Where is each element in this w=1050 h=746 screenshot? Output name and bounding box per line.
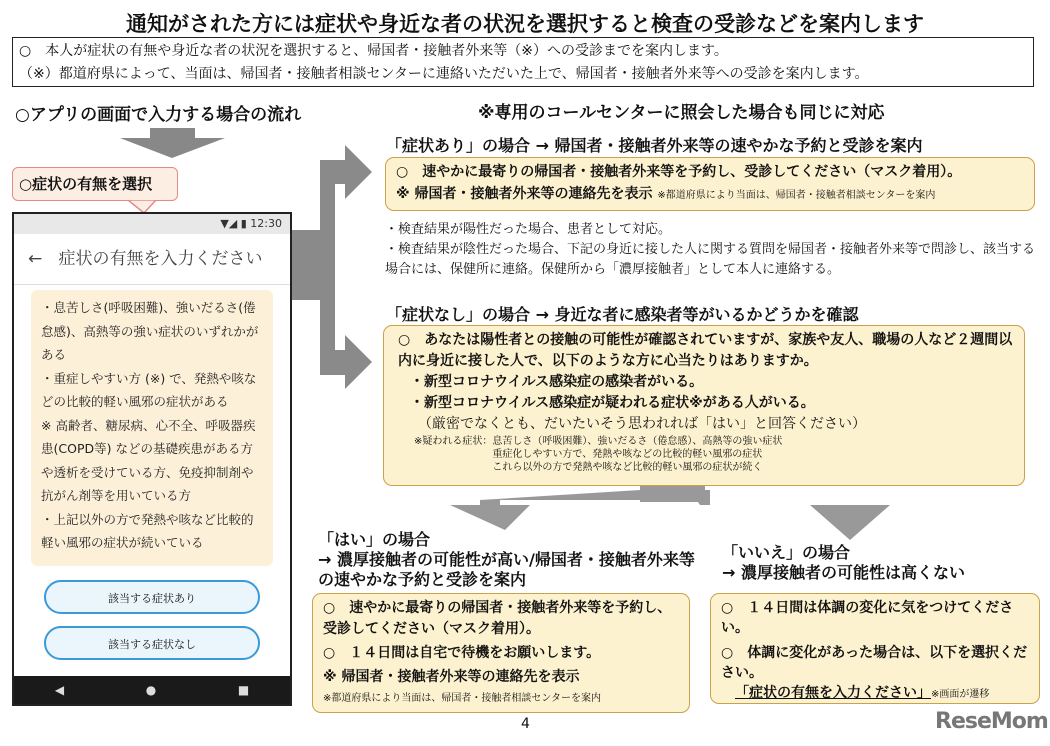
arrow-down-no-icon bbox=[690, 490, 890, 540]
symptoms-no-question: ○ あなたは陽性者との接触の可能性が確認されていますが、家族や友人、職場の人など２週間以内に身近に接した人で、以下のような方に心当たりはありますか。 bbox=[398, 332, 1013, 369]
recent-apps-icon[interactable]: ■ bbox=[237, 683, 250, 697]
symptom-item: ・息苦しさ(呼吸困難)、強いだるさ(倦怠感)、高熱等の強い症状のいずれかがある bbox=[41, 300, 259, 362]
has-symptoms-button[interactable]: 該当する症状あり bbox=[44, 580, 260, 614]
symptoms-no-bullet: ・新型コロナウイルス感染症が疑われる症状※がある人がいる。 bbox=[410, 395, 815, 411]
symptom-item: ・上記以外の方で発熱や咳など比較的軽い風邪の症状が続いている bbox=[41, 511, 254, 550]
symptom-item: ・重症しやすい方 (※) で、発熱や咳などの比較的軽い風邪の症状がある bbox=[41, 370, 257, 409]
right-heading: ※専用のコールセンターに照会した場合も同じに対応 bbox=[478, 103, 885, 123]
intro-line-2: （※）都道府県によって、当面は、帰国者・接触者相談センターに連絡いただいた上で、帰国者・接触者外来等への受診を案内します。 bbox=[19, 66, 869, 82]
symptom-note: 息苦しさ（呼吸困難）、強いだるさ（倦怠感）、高熱等の強い症状 bbox=[492, 436, 783, 447]
app-header-title: 症状の有無を入力ください bbox=[58, 249, 263, 269]
symptoms-yes-line2: ※ 帰国者・接触者外来等の連絡先を表示 bbox=[396, 186, 653, 202]
no-symptoms-button[interactable]: 該当する症状なし bbox=[44, 626, 260, 660]
symptom-item: ※ 高齢者、糖尿病、心不全、呼吸器疾患(COPD等) などの基礎疾患がある方や透析を受けている方、免疫抑制剤や抗がん剤等を用いている方 bbox=[41, 417, 256, 503]
phone-screen bbox=[12, 212, 292, 706]
nav-bar bbox=[14, 676, 290, 704]
select-callout: ○症状の有無を選択 bbox=[12, 167, 178, 201]
symptoms-yes-line1: ○ 速やかに最寄りの帰国者・接触者外来等を予約し、受診してください（マスク着用）。 bbox=[396, 164, 962, 180]
test-note: ・検査結果が陽性だった場合、患者として対応。 bbox=[385, 222, 672, 237]
resemom-logo: ReseMom bbox=[935, 709, 1048, 734]
symptoms-no-box bbox=[383, 325, 1025, 486]
link-note: ※画面が遷移 bbox=[931, 689, 990, 700]
answer-yes-heading1: 「はい」の場合 bbox=[318, 530, 431, 549]
answer-no-box bbox=[710, 593, 1040, 704]
answer-yes-box bbox=[312, 593, 690, 713]
symptoms-no-bullet: ・新型コロナウイルス感染症の感染者がいる。 bbox=[410, 374, 704, 390]
app-header bbox=[14, 234, 290, 285]
split-connector bbox=[640, 486, 705, 502]
symptoms-yes-note: ※都道府県により当面は、帰国者・接触者相談センターを案内 bbox=[657, 190, 936, 201]
answer-yes-note: ※都道府県により当面は、帰国者・接触者相談センターを案内 bbox=[323, 693, 601, 704]
page-number: 4 bbox=[521, 716, 530, 732]
symptom-input-link[interactable]: 「症状の有無を入力ください」 bbox=[735, 685, 931, 701]
answer-yes-line3: ※ 帰国者・接触者外来等の連絡先を表示 bbox=[323, 669, 580, 685]
status-time: 12:30 bbox=[250, 217, 282, 230]
symptoms-yes-box bbox=[385, 157, 1035, 211]
test-result-notes bbox=[385, 220, 1040, 280]
answer-yes-heading2: → 濃厚接触者の可能性が高い/帰国者・接触者外来等の速やかな予約と受診を案内 bbox=[318, 550, 695, 589]
status-bar: ▼◢ ▮ 12:30 bbox=[14, 214, 290, 234]
back-icon[interactable]: ◀ bbox=[54, 683, 65, 697]
symptoms-no-heading: 「症状なし」の場合 → 身近な者に感染者等がいるかどうかを確認 bbox=[386, 305, 859, 324]
answer-no-heading2: → 濃厚接触者の可能性は高くない bbox=[722, 563, 965, 582]
answer-yes-line1: ○ 速やかに最寄りの帰国者・接触者外来等を予約し、受診してください（マスク着用）。 bbox=[323, 600, 672, 637]
answer-yes-heading bbox=[318, 530, 698, 590]
branch-arrow-icon bbox=[292, 145, 372, 389]
back-arrow-icon[interactable]: ← bbox=[28, 249, 43, 269]
answer-no-heading bbox=[722, 543, 965, 583]
page-title: 通知がされた方には症状や身近な者の状況を選択すると検査の受診などを案内します bbox=[126, 12, 924, 36]
symptoms-note-label: ※疑われる症状： bbox=[414, 436, 493, 447]
intro-line-1: ○ 本人が症状の有無や身近な者の状況を選択すると、帰国者・接触者外来等（※）への受診までを案内します。 bbox=[19, 43, 728, 59]
answer-yes-line2: ○ １４日間は自宅で待機をお願いします。 bbox=[323, 645, 601, 661]
symptom-note: これら以外の方で発熱や咳など比較的軽い風邪の症状が続く bbox=[492, 462, 763, 473]
left-heading: ○アプリの画面で入力する場合の流れ bbox=[15, 105, 302, 125]
test-note: ・検査結果が陰性だった場合、下記の身近に接した人に関する質問を帰国者・接触者外来等で問診し、該当する場合には、保健所に連絡。保健所から「濃厚接触者」として本人に連絡する。 bbox=[385, 242, 1036, 277]
symptoms-yes-heading: 「症状あり」の場合 → 帰国者・接触者外来等の速やかな予約と受診を案内 bbox=[386, 136, 923, 155]
symptom-list bbox=[31, 290, 273, 566]
symptom-note: 重症化しやすい方で、発熱や咳などの比較的軽い風邪の症状 bbox=[492, 449, 763, 460]
home-icon[interactable]: ● bbox=[145, 683, 157, 697]
answer-no-line2: ○ 体調に変化があった場合は、以下を選択ください。 bbox=[721, 645, 1028, 681]
answer-no-line1: ○ １４日間は体調の変化に気をつけてください。 bbox=[721, 600, 1014, 636]
arrow-down-icon bbox=[120, 128, 225, 158]
answer-no-heading1: 「いいえ」の場合 bbox=[722, 543, 851, 562]
symptoms-no-sub: （厳密でなくとも、だいたいそう思われれば「はい」と回答ください） bbox=[418, 416, 866, 432]
